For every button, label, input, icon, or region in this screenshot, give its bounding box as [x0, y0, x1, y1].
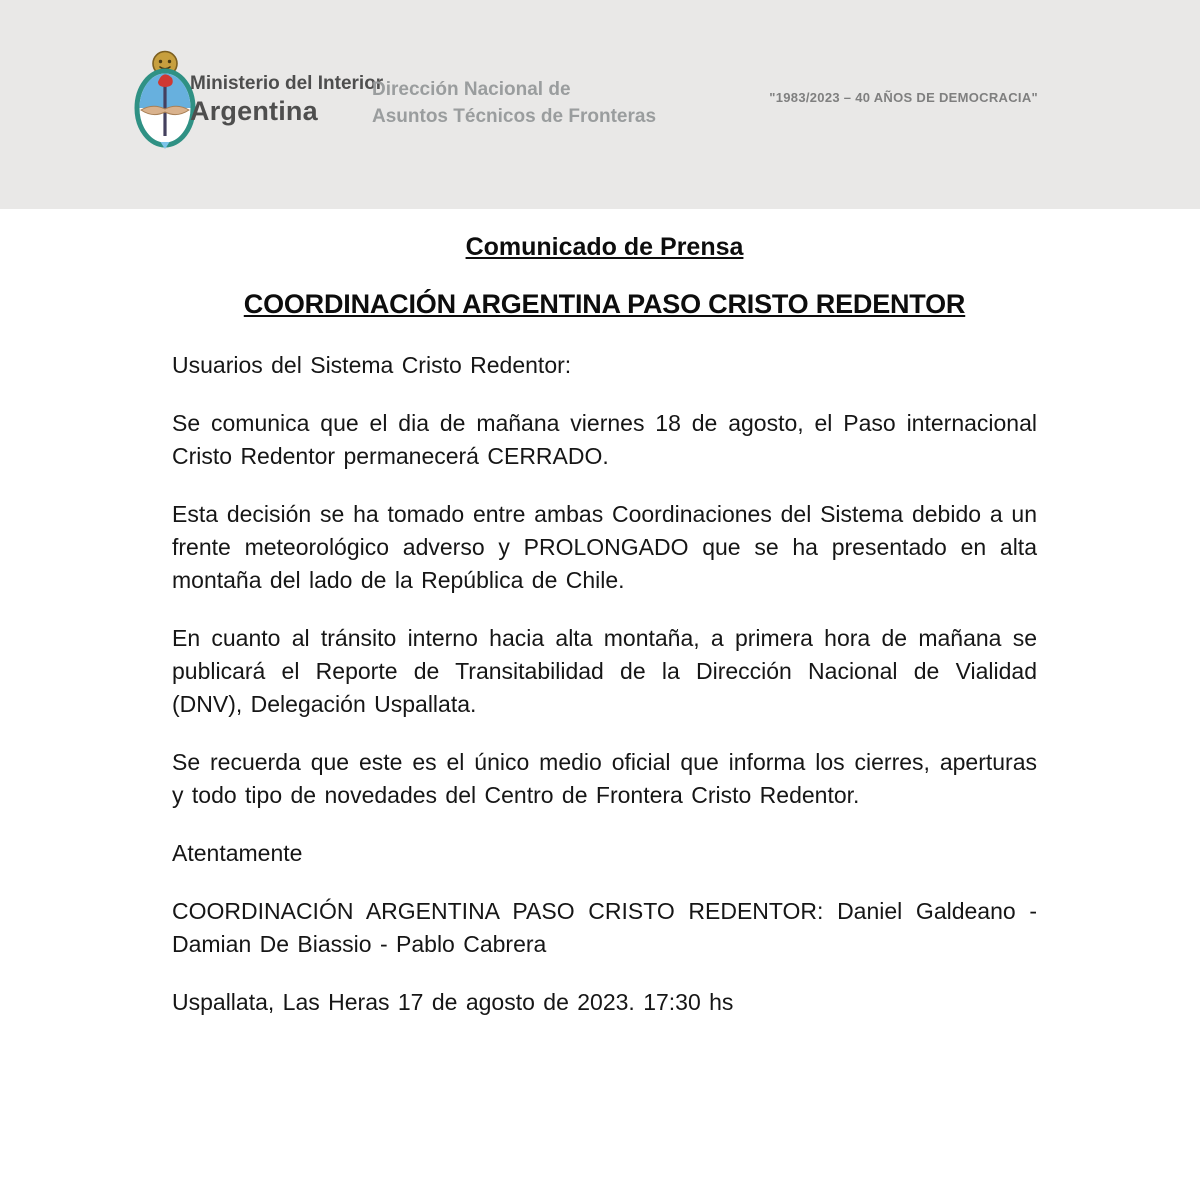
paragraph-reason: Esta decisión se ha tomado entre ambas Coordinaciones del Sistema debido a un frente meteorológico adverso y PROLONGADO que se ha presentado en alta montaña del lado de la República de Chile.	[172, 501, 1037, 593]
ministry-line2: Argentina	[190, 96, 318, 126]
press-release	[0, 209, 1200, 1019]
paragraph-signature: COORDINACIÓN ARGENTINA PASO CRISTO REDENTOR: Daniel Galdeano - Damian De Biassio - Pablo Cabrera	[172, 898, 1037, 957]
democracy-motto: "1983/2023 – 40 AÑOS DE DEMOCRACIA"	[769, 90, 1038, 105]
document-subtitle: COORDINACIÓN ARGENTINA PASO CRISTO REDENTOR	[243, 289, 966, 319]
paragraph-closing: Atentamente	[172, 840, 303, 866]
department-line2: Asuntos Técnicos de Fronteras	[372, 106, 657, 127]
department-line1: Dirección Nacional de	[372, 79, 571, 100]
department-title	[372, 76, 656, 130]
paragraph-closure-announcement: Se comunica que el dia de mañana viernes 18 de agosto, el Paso internacional Cristo Redentor permanecerá CERRADO.	[172, 410, 1037, 469]
dateline: Uspallata, Las Heras 17 de agosto de 2023. 17:30 hs	[172, 989, 734, 1015]
letterhead-band	[0, 0, 1200, 209]
document-title: Comunicado de Prensa	[465, 233, 744, 261]
paragraph-official-channel: Se recuerda que este es el único medio oficial que informa los cierres, aperturas y todo tipo de novedades del Centro de Frontera Cristo Redentor.	[172, 749, 1037, 808]
ministry-title	[190, 72, 383, 126]
paragraph-salutation: Usuarios del Sistema Cristo Redentor:	[172, 352, 572, 378]
ministry-line1: Ministerio del Interior	[190, 73, 384, 94]
paragraph-transit-report: En cuanto al tránsito interno hacia alta montaña, a primera hora de mañana se publicará el Reporte de Transitabilidad de la Dirección Nacional de Vialidad (DNV), Delegación Uspallata.	[172, 625, 1037, 717]
